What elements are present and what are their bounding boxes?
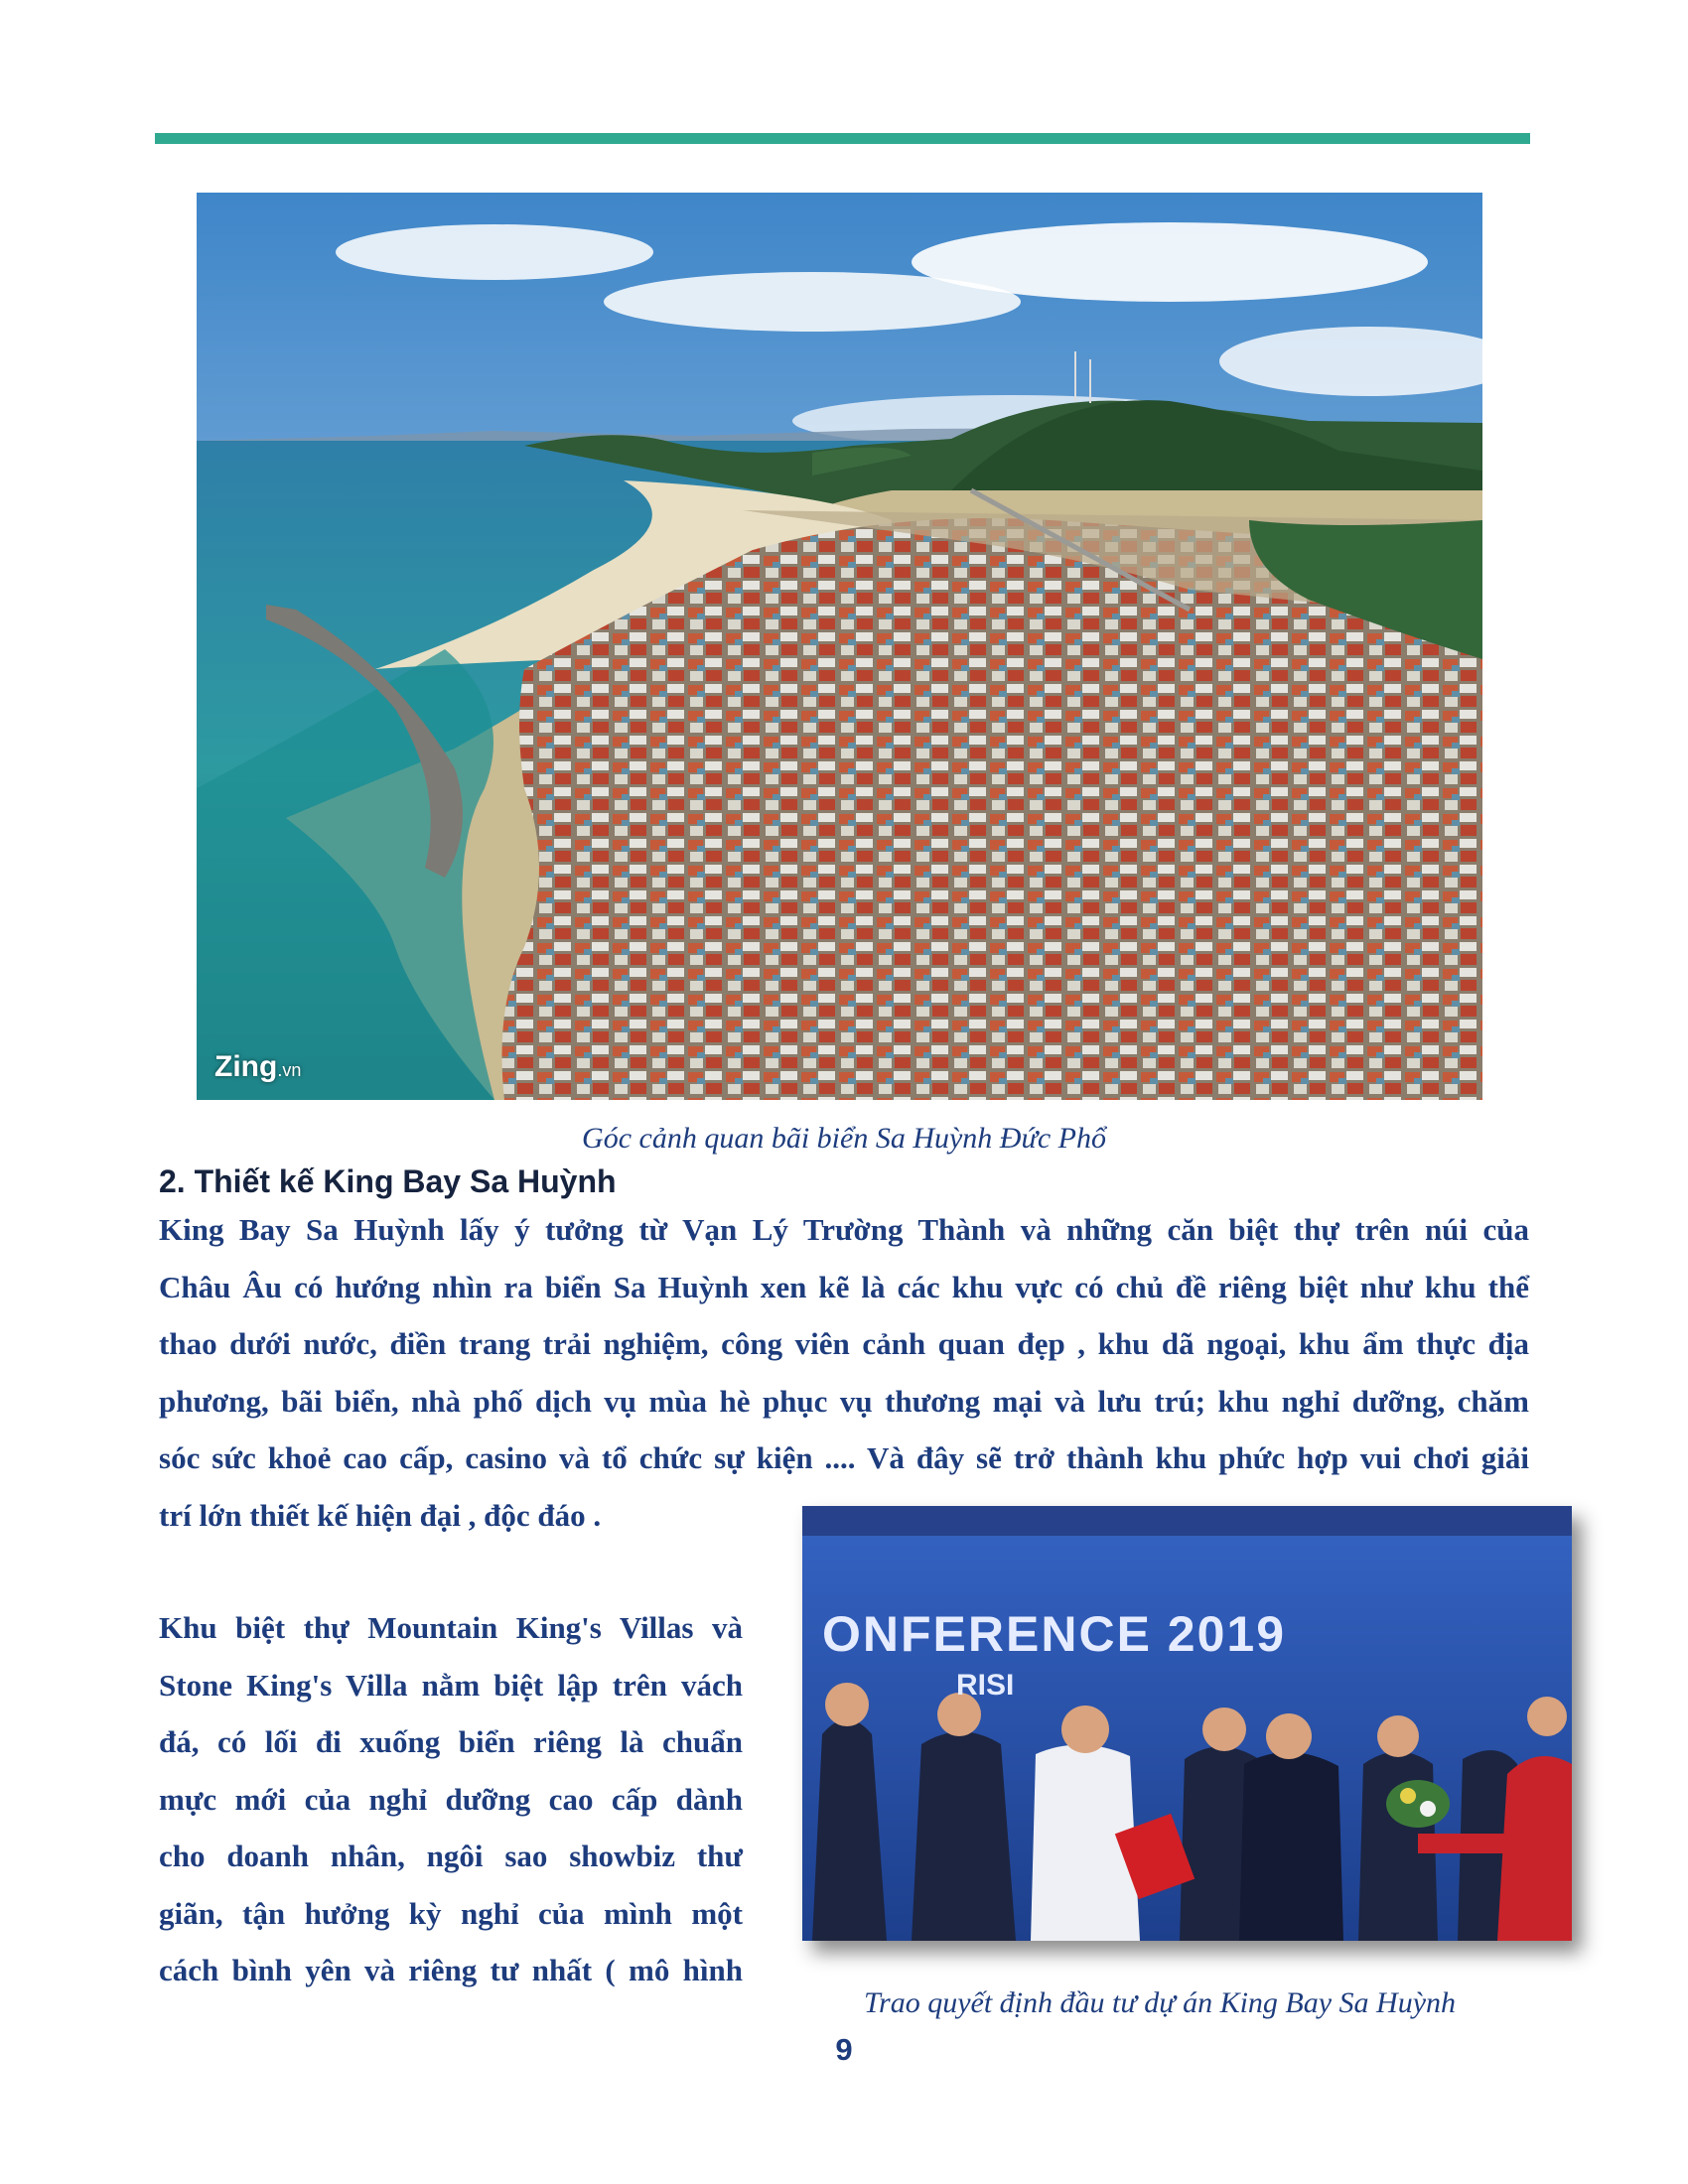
paragraph-2-line: Stone King's Villa nằm biệt lập trên vách — [159, 1667, 743, 1703]
paragraph-1-line: sóc sức khoẻ cao cấp, casino và tổ chức sự kiện .... Và đây sẽ trở thành khu phức hợp vui chơi giải — [159, 1440, 1529, 1475]
page-number: 9 — [835, 2032, 853, 2067]
ceremony-photo — [802, 1506, 1572, 1941]
paragraph-1 — [159, 1201, 1529, 1544]
photo2-caption: Trao quyết định đầu tư dự án King Bay Sa Huỳnh — [864, 1986, 1457, 2019]
zing-watermark — [214, 1050, 301, 1084]
paragraph-2-line: mực mới của nghỉ dưỡng cao cấp dành — [159, 1781, 743, 1817]
paragraph-1-line: phương, bãi biển, nhà phố dịch vụ mùa hè phục vụ thương mại và lưu trú; khu nghỉ dưỡng, chăm — [159, 1383, 1529, 1419]
banner-subtext: RISI — [956, 1669, 1015, 1702]
paragraph-1-line: thao dưới nước, điền trang trải nghiệm, công viên cảnh quan đẹp , khu dã ngoại, khu ẩm thực địa — [159, 1326, 1529, 1361]
watermark-brand: Zing — [214, 1050, 278, 1083]
paragraph-1-line: Châu Âu có hướng nhìn ra biển Sa Huỳnh xen kẽ là các khu vực có chủ đề riêng biệt như khu thể — [159, 1269, 1529, 1304]
paragraph-1-line: King Bay Sa Huỳnh lấy ý tưởng từ Vạn Lý Trường Thành và những căn biệt thự trên núi của — [159, 1212, 1529, 1247]
paragraph-2-line: cách bình yên và riêng tư nhất ( mô hình — [159, 1953, 743, 1987]
section-heading: 2. Thiết kế King Bay Sa Huỳnh — [159, 1163, 617, 1199]
paragraph-2-line: Khu biệt thự Mountain King's Villas và — [159, 1610, 743, 1645]
paragraph-1-line: trí lớn thiết kế hiện đại , độc đáo . — [159, 1497, 602, 1533]
paragraph-2-line: giãn, tận hưởng kỳ nghỉ của mình một — [159, 1895, 743, 1931]
paragraph-2-line: đá, có lối đi xuống biển riêng là chuẩn — [159, 1724, 743, 1759]
top-accent-bar — [155, 133, 1530, 144]
photo1-caption: Góc cảnh quan bãi biển Sa Huỳnh Đức Phổ — [582, 1122, 1106, 1155]
paragraph-2 — [159, 1599, 743, 1999]
watermark-domain: .vn — [277, 1060, 302, 1080]
banner-text: ONFERENCE 2019 — [822, 1606, 1287, 1662]
paragraph-2-line: cho doanh nhân, ngôi sao showbiz thư — [159, 1839, 743, 1873]
beach-aerial-photo — [197, 193, 1482, 1100]
